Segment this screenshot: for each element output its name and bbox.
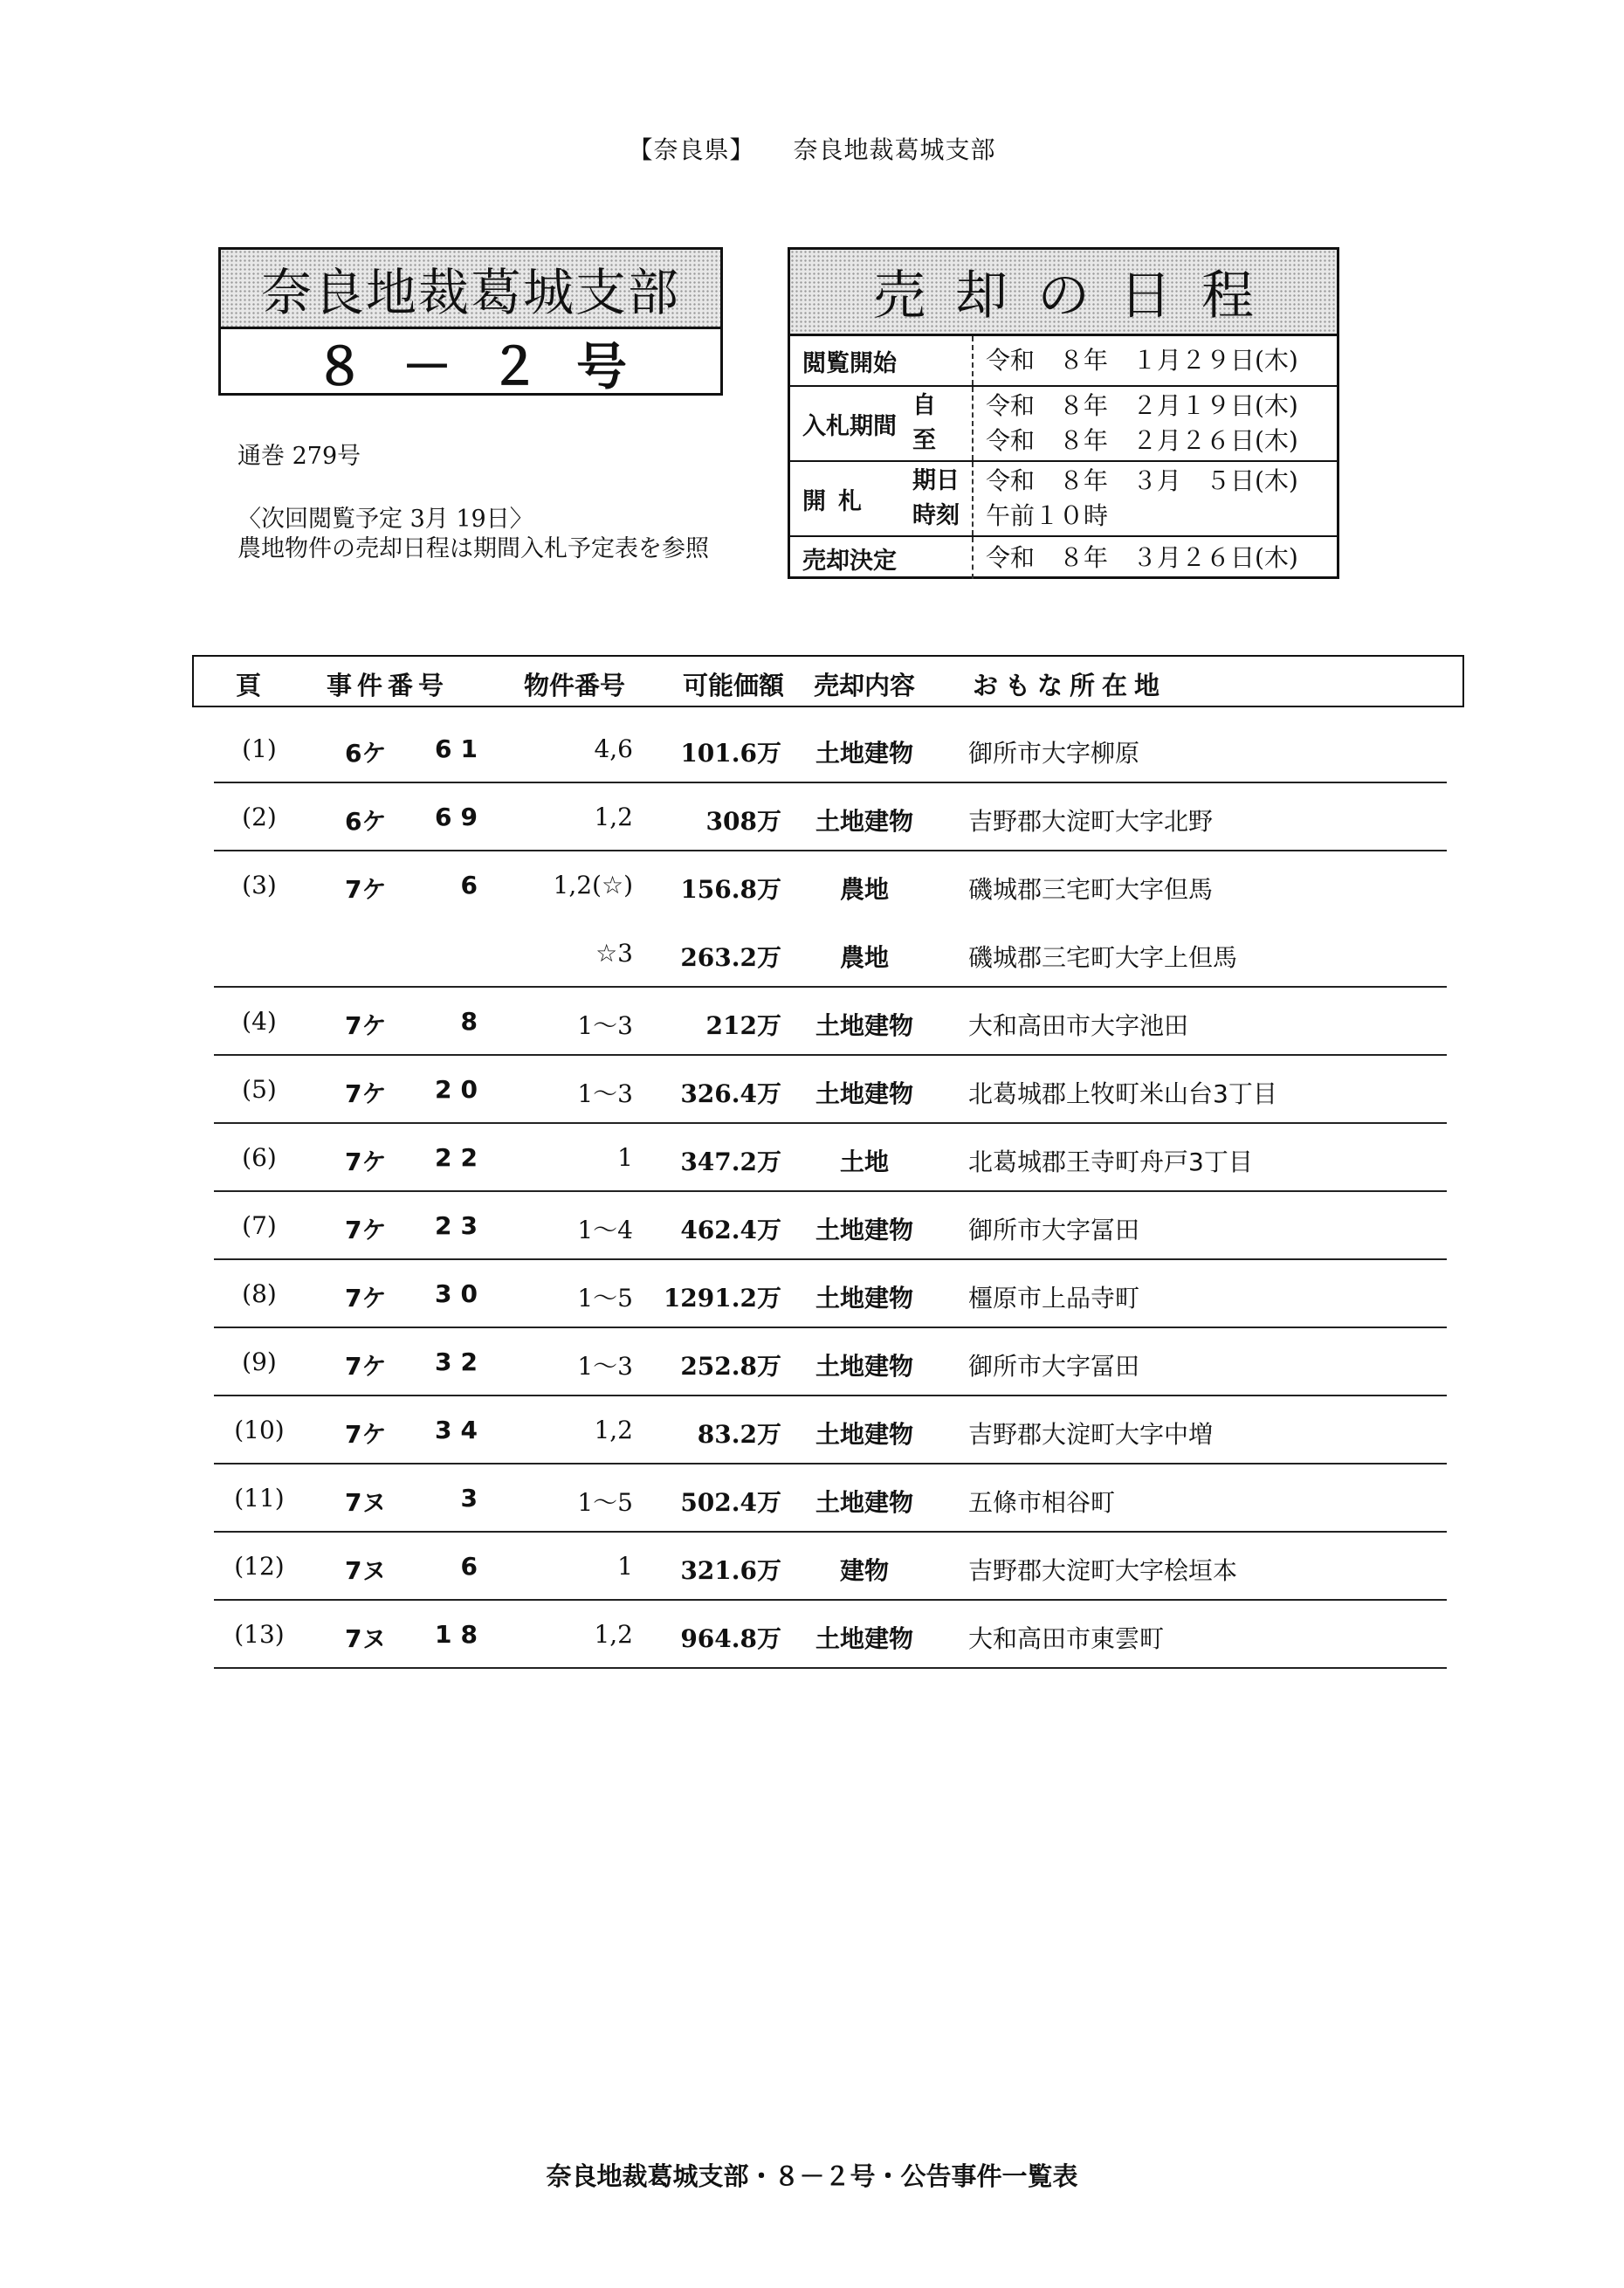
header-type: 売却内容 xyxy=(814,671,916,700)
table-row xyxy=(214,851,1447,920)
next-viewing-date: 〈次回閲覧予定 3月 19日〉 xyxy=(237,506,533,533)
farmland-note: 農地物件の売却日程は期間入札予定表を参照 xyxy=(237,535,709,562)
cell-page: (13) xyxy=(234,1620,285,1649)
cell-type: 農地 xyxy=(839,943,889,972)
cell-location: 御所市大字柳原 xyxy=(968,739,1140,768)
cell-kind: 7ケ xyxy=(345,1420,387,1449)
cell-location: 御所市大字冨田 xyxy=(968,1352,1140,1381)
table-row xyxy=(214,1056,1447,1124)
cell-num: 6 xyxy=(460,871,486,899)
decision-date: 令和 ８年 ３月２６日(木) xyxy=(986,543,1298,572)
court-title-box xyxy=(218,247,723,396)
cell-kind: 7ケ xyxy=(345,1011,387,1040)
schedule-row-bidding xyxy=(790,387,1337,462)
table-row xyxy=(214,1464,1447,1533)
table-row xyxy=(214,1260,1447,1328)
cell-num: 32 xyxy=(435,1347,486,1376)
cell-price: 964.8万 xyxy=(680,1624,781,1653)
bidding-from-date: 令和 ８年 ２月１９日(木) xyxy=(986,391,1298,420)
cell-page: (10) xyxy=(234,1416,285,1444)
cell-price: 212万 xyxy=(705,1011,781,1040)
cell-price: 308万 xyxy=(705,807,781,836)
decision-label: 売却決定 xyxy=(802,547,897,575)
cell-price: 101.6万 xyxy=(680,739,781,768)
cell-price: 252.8万 xyxy=(680,1352,781,1381)
table-row xyxy=(214,1601,1447,1669)
cell-type: 土地建物 xyxy=(815,1624,913,1653)
header-case: 事件番号 xyxy=(327,671,450,700)
cell-page: (7) xyxy=(242,1211,277,1240)
cell-type: 建物 xyxy=(839,1556,889,1585)
cell-property: 1～3 xyxy=(577,1352,633,1381)
cell-num: 20 xyxy=(435,1075,486,1104)
schedule-title: 売却の日程 xyxy=(790,250,1337,336)
cell-num: 3 xyxy=(460,1484,486,1513)
page-footer: 奈良地裁葛城支部・８－２号・公告事件一覧表 xyxy=(546,2161,1078,2191)
cell-location: 大和高田市大字池田 xyxy=(968,1011,1189,1040)
cell-num: 61 xyxy=(435,734,486,763)
cell-num: 23 xyxy=(435,1211,486,1240)
cell-location: 五條市相谷町 xyxy=(968,1488,1116,1517)
cell-page: (1) xyxy=(242,734,277,763)
cell-property: 1～5 xyxy=(577,1284,633,1313)
cell-location: 磯城郡三宅町大字但馬 xyxy=(968,875,1214,904)
cell-page: (3) xyxy=(242,871,277,899)
schedule-row-viewing xyxy=(790,336,1337,387)
cell-type: 土地建物 xyxy=(815,1352,913,1381)
cell-price: 462.4万 xyxy=(680,1216,781,1244)
cell-page: (2) xyxy=(242,803,277,831)
cell-page: (11) xyxy=(234,1484,285,1513)
cell-kind: 7ケ xyxy=(345,1147,387,1176)
table-row xyxy=(214,920,1447,988)
cell-price: 1291.2万 xyxy=(663,1284,781,1313)
cell-type: 土地建物 xyxy=(815,807,913,836)
cell-property: 1,2 xyxy=(594,1620,633,1649)
cell-page: (8) xyxy=(242,1279,277,1308)
cell-num: 30 xyxy=(435,1279,486,1308)
issue-number: ８－２号 xyxy=(313,337,664,396)
cell-page: (9) xyxy=(242,1347,277,1376)
cell-num: 69 xyxy=(435,803,486,831)
cell-type: 土地建物 xyxy=(815,1420,913,1449)
court-name: 奈良地裁葛城支部 xyxy=(221,250,720,329)
cell-num: 6 xyxy=(460,1552,486,1581)
cell-type: 農地 xyxy=(839,875,889,904)
cell-location: 吉野郡大淀町大字中増 xyxy=(968,1420,1214,1449)
opening-label: 開札 xyxy=(802,487,874,515)
page-header xyxy=(0,131,1624,166)
cell-price: 347.2万 xyxy=(680,1147,781,1176)
table-row xyxy=(214,988,1447,1056)
cell-kind: 7ケ xyxy=(345,1079,387,1108)
opening-time-label: 時刻 xyxy=(912,502,960,529)
cell-page: (4) xyxy=(242,1007,277,1036)
table-row xyxy=(214,1328,1447,1396)
prefecture-label: 【奈良県】 xyxy=(628,135,755,164)
cell-type: 土地建物 xyxy=(815,1079,913,1108)
cell-kind: 7ケ xyxy=(345,875,387,904)
cell-location: 吉野郡大淀町大字桧垣本 xyxy=(968,1556,1238,1585)
header-location: おもな所在地 xyxy=(973,671,1167,700)
schedule-row-decision xyxy=(790,537,1337,579)
cell-property: 1,2 xyxy=(594,803,633,831)
viewing-date: 令和 ８年 １月２９日(木) xyxy=(986,346,1298,375)
cell-type: 土地 xyxy=(839,1147,889,1176)
cell-location: 御所市大字冨田 xyxy=(968,1216,1140,1244)
schedule-row-opening xyxy=(790,462,1337,537)
cell-location: 北葛城郡上牧町米山台3丁目 xyxy=(968,1079,1277,1108)
cell-location: 磯城郡三宅町大字上但馬 xyxy=(968,943,1238,972)
cell-price: 326.4万 xyxy=(680,1079,781,1108)
cell-property: 1～3 xyxy=(577,1079,633,1108)
cell-type: 土地建物 xyxy=(815,739,913,768)
cell-price: 83.2万 xyxy=(697,1420,781,1449)
opening-date-label: 期日 xyxy=(912,467,960,494)
cell-location: 北葛城郡王寺町舟戸3丁目 xyxy=(968,1147,1253,1176)
cell-property: 1 xyxy=(617,1552,633,1581)
branch-label: 奈良地裁葛城支部 xyxy=(793,135,996,164)
table-row xyxy=(214,715,1447,783)
sale-schedule-box xyxy=(788,247,1339,579)
table-row xyxy=(214,783,1447,851)
header-price: 可能価額 xyxy=(683,671,785,700)
cell-kind: 7ケ xyxy=(345,1284,387,1313)
header-property: 物件番号 xyxy=(524,671,626,700)
cell-location: 橿原市上品寺町 xyxy=(968,1284,1140,1313)
bidding-to-date: 令和 ８年 ２月２６日(木) xyxy=(986,426,1298,455)
cell-num: 34 xyxy=(435,1416,486,1444)
table-row xyxy=(214,1192,1447,1260)
opening-time: 午前１０時 xyxy=(986,501,1109,530)
cell-kind: 7ケ xyxy=(345,1216,387,1244)
cell-location: 吉野郡大淀町大字北野 xyxy=(968,807,1214,836)
cell-type: 土地建物 xyxy=(815,1284,913,1313)
header-page: 頁 xyxy=(236,671,262,700)
cell-type: 土地建物 xyxy=(815,1011,913,1040)
volume-number: 通巻 279号 xyxy=(237,443,361,470)
cell-type: 土地建物 xyxy=(815,1216,913,1244)
table-row xyxy=(214,1396,1447,1464)
cell-property: 4,6 xyxy=(594,734,633,763)
viewing-label: 閲覧開始 xyxy=(802,349,897,377)
opening-date: 令和 ８年 ３月 ５日(木) xyxy=(986,466,1298,495)
cell-num: 8 xyxy=(460,1007,486,1036)
cell-num: 22 xyxy=(435,1143,486,1172)
cell-property: 1～5 xyxy=(577,1488,633,1517)
cell-price: 321.6万 xyxy=(680,1556,781,1585)
cell-property: 1～4 xyxy=(577,1216,633,1244)
cell-price: 263.2万 xyxy=(680,943,781,972)
cell-page: (5) xyxy=(242,1075,277,1104)
bidding-from-label: 自 xyxy=(912,392,936,419)
cell-location: 大和高田市東雲町 xyxy=(968,1624,1165,1653)
cell-property: 1～3 xyxy=(577,1011,633,1040)
cell-page: (12) xyxy=(234,1552,285,1581)
cell-property: 1,2(☆) xyxy=(553,871,633,899)
cell-kind: 7ヌ xyxy=(345,1624,387,1653)
cell-property: 1 xyxy=(617,1143,633,1172)
cell-kind: 7ケ xyxy=(345,1352,387,1381)
cell-kind: 6ケ xyxy=(345,807,387,836)
cell-kind: 7ヌ xyxy=(345,1488,387,1517)
bidding-to-label: 至 xyxy=(912,427,936,454)
cell-page: (6) xyxy=(242,1143,277,1172)
cell-price: 156.8万 xyxy=(680,875,781,904)
cell-type: 土地建物 xyxy=(815,1488,913,1517)
cases-table-header xyxy=(192,655,1464,707)
cell-num: 18 xyxy=(435,1620,486,1649)
cell-property: 1,2 xyxy=(594,1416,633,1444)
cell-kind: 7ヌ xyxy=(345,1556,387,1585)
cell-price: 502.4万 xyxy=(680,1488,781,1517)
cell-property: ☆3 xyxy=(595,939,633,968)
table-row xyxy=(214,1533,1447,1601)
table-row xyxy=(214,1124,1447,1192)
bidding-label: 入札期間 xyxy=(802,412,897,440)
cell-kind: 6ケ xyxy=(345,739,387,768)
